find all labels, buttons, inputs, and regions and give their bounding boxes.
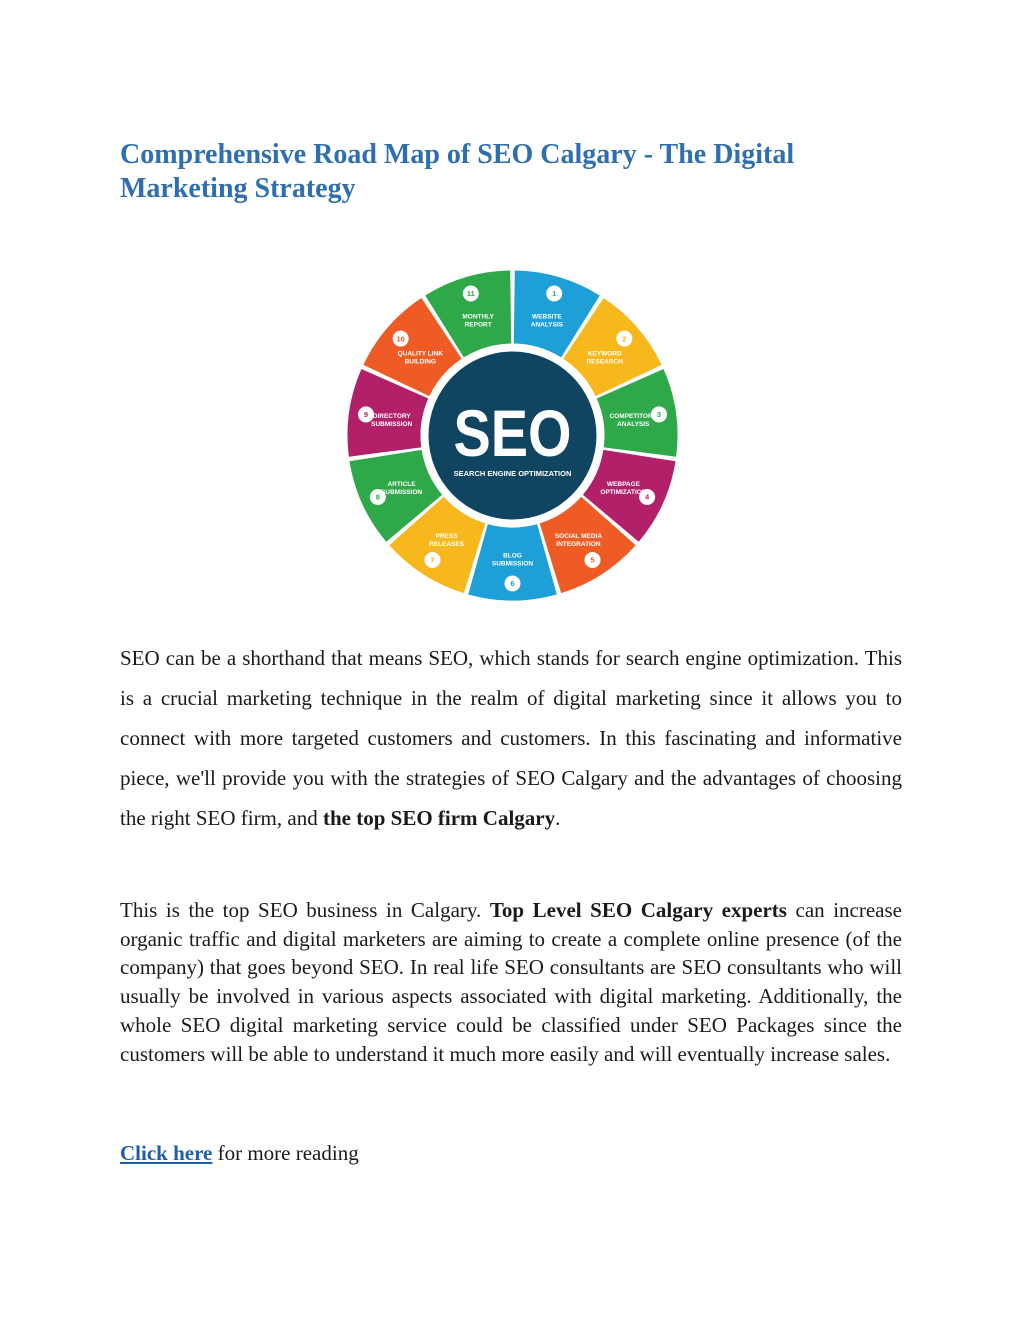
segment-label: RESEARCH [586,358,623,366]
segment-number: 7 [430,555,435,565]
segment-label: SUBMISSION [371,421,413,429]
click-here-link[interactable]: Click here [120,1141,213,1165]
segment-label: COMPETITORS [609,413,658,421]
segment-label: SOCIAL MEDIA [554,533,603,541]
segment-number: 10 [396,334,405,344]
segment-label: DIRECTORY [372,413,411,421]
segment-label: SUBMISSION [380,489,423,497]
segment-label: QUALITY LINK [397,350,443,358]
segment-label: ANALYSIS [617,421,650,429]
segment-label: INTEGRATION [556,541,601,549]
intro-text: SEO can be a shorthand that means SEO, which stands for search engine optimization. This is a crucial marketing technique in the realm of digital marketing since it allows you to connect with more targeted customers and customers. In this fascinating and informative piece, we'll provide you with the strategies of SEO Calgary and the advantages of choosing the right SEO firm, and [120,646,902,830]
wheel-center-subtitle: SEARCH ENGINE OPTIMIZATION [453,469,572,478]
segment-number: 6 [510,579,515,589]
segment-label: RELEASES [429,541,465,549]
segment-number: 5 [590,555,595,565]
segment-label: BLOG [503,552,522,560]
intro-end: . [555,806,561,830]
segment-number: 1 [552,289,557,299]
more-reading-line [120,1138,902,1168]
segment-number: 11 [466,289,475,299]
segment-label: MONTHLY [462,313,494,321]
segment-label: SUBMISSION [491,560,534,568]
intro-paragraph [120,638,902,838]
segment-number: 2 [622,334,627,344]
segment-label: WEBPAGE [606,481,641,489]
experts-text: can increase organic traffic and digital marketers are aiming to create a complete online presence (of the company) that goes beyond SEO. In real life SEO consultants are SEO consultants who will usually be involved in various aspects associated with digital marketing. Additionally, the whole SEO digital marketing service could be classified under SEO Packages since the customers will be able to understand it much more easily and will eventually increase sales. [120,898,902,1066]
intro-bold-phrase: the top SEO firm Calgary [322,806,556,830]
more-reading-text: for more reading [212,1141,359,1165]
segment-label: KEYWORD [587,350,622,358]
wheel-center-title: SEO [453,396,572,470]
experts-intro: This is the top SEO business in Calgary. [120,898,490,922]
segment-number: 8 [375,492,380,502]
segment-label: PRESS [435,533,458,541]
segment-label: WEBSITE [532,313,562,321]
segment-number: 3 [656,410,662,420]
experts-bold-phrase: Top Level SEO Calgary experts [489,898,787,922]
segment-number: 9 [363,410,369,420]
segment-label: OPTIMIZATION [600,489,647,497]
page-title: Comprehensive Road Map of SEO Calgary - The Digital Marketing Strategy [120,139,795,204]
experts-paragraph [120,896,902,1068]
seo-roadmap-wheel [345,268,680,603]
segment-label: BUILDING [404,358,437,366]
segment-label: ARTICLE [387,481,416,489]
segment-label: ANALYSIS [530,321,564,329]
segment-number: 4 [645,492,650,502]
segment-label: REPORT [464,321,492,329]
